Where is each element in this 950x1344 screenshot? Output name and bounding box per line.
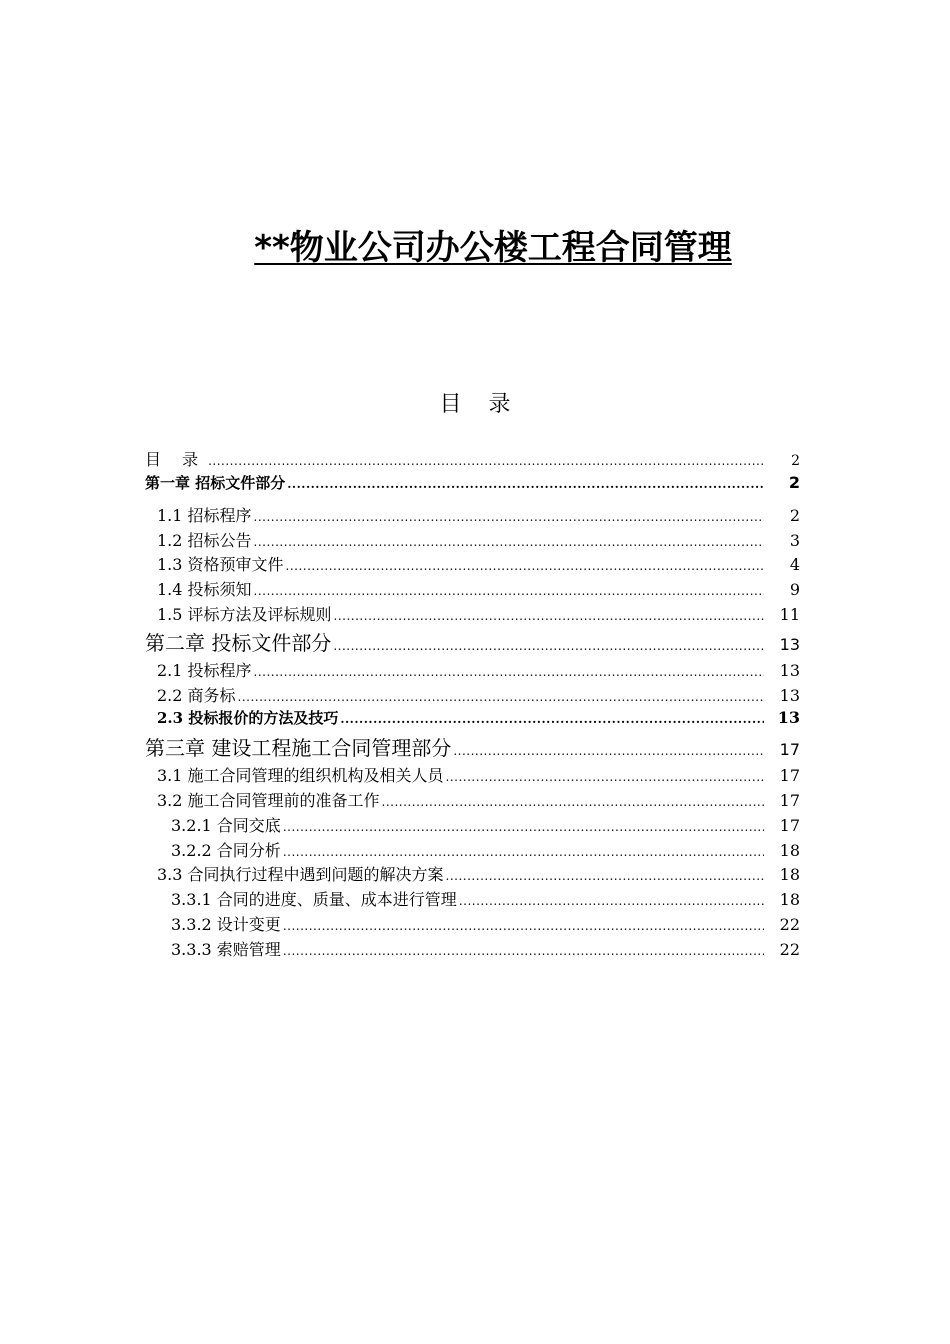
toc-entry-page-number: 4 (789, 555, 800, 575)
toc-entry-page-number: 9 (789, 580, 800, 600)
toc-entry[interactable] (145, 707, 800, 732)
toc-entry-label: 1.4 投标须知 (157, 580, 252, 600)
toc-leader-dots (446, 770, 764, 784)
toc-entry[interactable] (145, 763, 800, 788)
toc-leader-dots (283, 944, 764, 958)
toc-leader-dots (254, 535, 764, 549)
toc-entry-page-number: 17 (779, 766, 800, 786)
toc-entry[interactable] (145, 838, 800, 863)
toc-entry-label: 第一章 招标文件部分 (145, 473, 286, 492)
toc-leader-dots (254, 584, 764, 598)
toc-leader-dots (238, 690, 764, 704)
toc-entry-label: 第二章 投标文件部分 (145, 630, 332, 655)
toc-entry-page-number: 13 (779, 685, 800, 705)
toc-entry[interactable] (145, 683, 800, 708)
toc-leader-dots (459, 894, 764, 908)
toc-chapter-entry[interactable] (145, 627, 800, 658)
toc-leader-dots (287, 477, 764, 491)
toc-entry[interactable] (145, 937, 800, 962)
toc-entry-label: 2.1 投标程序 (157, 660, 252, 680)
toc-entry-page-number: 17 (779, 740, 800, 760)
toc-leader-dots (286, 559, 764, 573)
toc-entry[interactable] (145, 447, 800, 472)
toc-chapter-entry[interactable] (145, 472, 800, 503)
toc-entry-label: 3.3.3 索赔管理 (171, 939, 281, 959)
toc-leader-dots (283, 820, 764, 834)
toc-entry-page-number: 17 (779, 790, 800, 810)
toc-entry-label: 3.2.1 合同交底 (171, 815, 281, 835)
toc-entry-page-number: 13 (779, 660, 800, 680)
toc-entry-page-number: 2 (788, 472, 800, 492)
document-title-text: **物业公司办公楼工程合同管理 (254, 228, 732, 268)
toc-entry-label: 3.2 施工合同管理前的准备工作 (157, 790, 380, 810)
toc-leader-dots (283, 845, 764, 859)
toc-leader-dots (340, 712, 764, 726)
toc-entry-page-number: 13 (777, 708, 800, 728)
toc-entry-label: 3.2.2 合同分析 (171, 840, 281, 860)
toc-entry[interactable] (145, 658, 800, 683)
toc-entry-label: 3.1 施工合同管理的组织机构及相关人员 (157, 766, 444, 786)
toc-entry[interactable] (145, 862, 800, 887)
toc-entry-page-number: 17 (779, 815, 800, 835)
toc-entry-page-number: 22 (779, 914, 800, 934)
toc-entry-page-number: 13 (779, 634, 800, 654)
toc-entry-label: 目 录 (145, 450, 207, 469)
toc-entry[interactable] (145, 602, 800, 627)
toc-entry[interactable] (145, 887, 800, 912)
toc-entry-page-number: 2 (791, 453, 800, 469)
toc-entry-label: 1.1 招标程序 (157, 505, 252, 525)
toc-entry-label: 第三章 建设工程施工合同管理部分 (145, 736, 452, 761)
toc-entry-page-number: 18 (779, 865, 800, 885)
toc-entry-page-number: 2 (789, 505, 800, 525)
table-of-contents (145, 447, 800, 962)
toc-entry-page-number: 22 (779, 939, 800, 959)
toc-entry-label: 2.2 商务标 (157, 685, 236, 705)
toc-entry[interactable] (145, 912, 800, 937)
toc-entry[interactable] (145, 552, 800, 577)
toc-entry-label: 1.2 招标公告 (157, 530, 252, 550)
toc-entry[interactable] (145, 813, 800, 838)
toc-entry-label: 3.3.2 设计变更 (171, 914, 281, 934)
toc-leader-dots (453, 744, 764, 758)
toc-leader-dots (446, 869, 764, 883)
toc-entry[interactable] (145, 503, 800, 528)
toc-entry[interactable] (145, 528, 800, 553)
toc-entry-page-number: 3 (789, 530, 800, 550)
toc-entry-label: 2.3 投标报价的方法及技巧 (157, 709, 339, 728)
toc-leader-dots (334, 609, 764, 623)
document-title (0, 226, 950, 270)
toc-entry-label: 3.3 合同执行过程中遇到问题的解决方案 (157, 865, 444, 885)
toc-leader-dots (333, 639, 764, 653)
toc-leader-dots (283, 919, 764, 933)
toc-leader-dots (254, 510, 764, 524)
toc-entry[interactable] (145, 577, 800, 602)
toc-leader-dots (254, 665, 764, 679)
toc-leader-dots (208, 454, 764, 468)
toc-entry-page-number: 11 (779, 604, 800, 624)
toc-leader-dots (382, 795, 764, 809)
toc-chapter-entry[interactable] (145, 732, 800, 763)
toc-heading: 目 录 (439, 392, 521, 417)
toc-entry-page-number: 18 (779, 890, 800, 910)
toc-entry-page-number: 18 (779, 840, 800, 860)
toc-entry-label: 3.3.1 合同的进度、质量、成本进行管理 (171, 890, 457, 910)
toc-entry-label: 1.5 评标方法及评标规则 (157, 604, 332, 624)
toc-entry-label: 1.3 资格预审文件 (157, 555, 284, 575)
toc-entry[interactable] (145, 788, 800, 813)
